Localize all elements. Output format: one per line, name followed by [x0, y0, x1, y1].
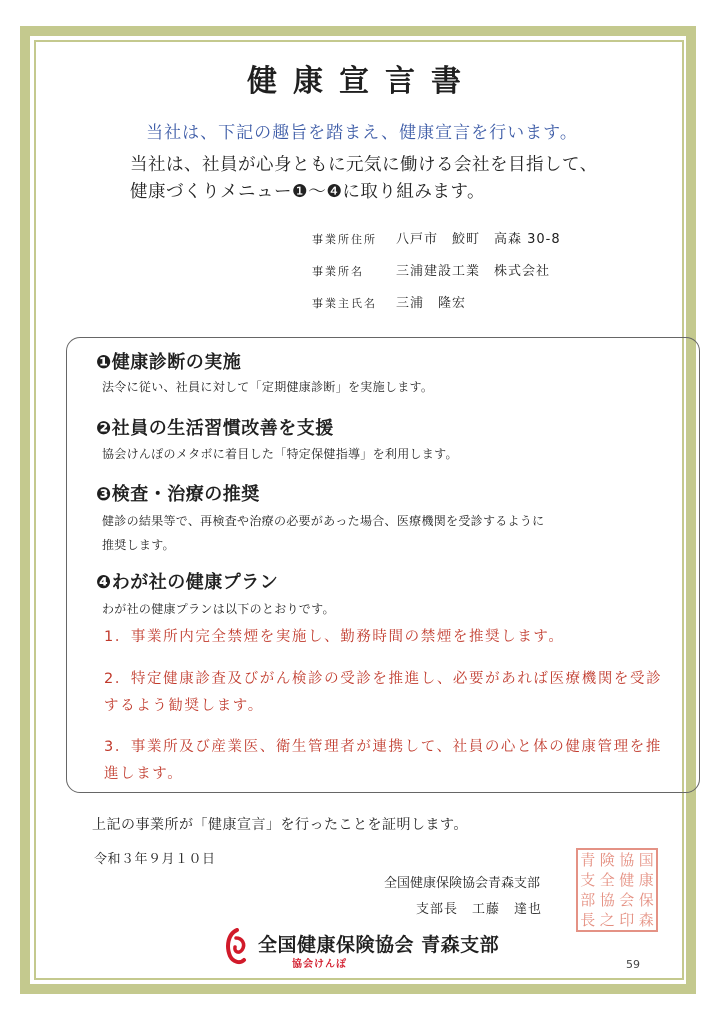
association-logo-subtext: 協会けんぽ — [292, 959, 347, 970]
seal-char: 協 — [619, 851, 635, 869]
intro-statement: 当社は、下記の趣旨を踏まえ、健康宣言を行います。 — [146, 123, 578, 143]
issuer-branch: 全国健康保険協会青森支部 — [384, 876, 541, 891]
intro-line-2: 健康づくりメニュー❶～❹に取り組みます。 — [130, 182, 485, 202]
company-name-row — [312, 260, 550, 279]
address-value: 八戸市 鮫町 高森 30-8 — [396, 232, 561, 247]
section-2-heading: ❷社員の生活習慣改善を支援 — [96, 418, 334, 439]
certification-text: 上記の事業所が「健康宣言」を行ったことを証明します。 — [92, 817, 468, 833]
section-4-heading: ❹わが社の健康プラン — [96, 572, 279, 593]
page-number: 59 — [626, 958, 640, 971]
document-title: 健康宣言書 — [247, 64, 477, 99]
issue-date: 令和３年９月１０日 — [94, 852, 216, 867]
official-seal-stamp — [576, 848, 658, 932]
section-1-text: 法令に従い、社員に対して「定期健康診断」を実施します。 — [102, 380, 434, 394]
owner-label: 事業主氏名 — [312, 297, 377, 310]
seal-char: 険 — [599, 851, 615, 869]
seal-char: 会 — [619, 891, 635, 909]
seal-char: 之 — [599, 911, 615, 929]
seal-char: 部 — [580, 891, 596, 909]
owner-value: 三浦 隆宏 — [396, 296, 467, 311]
address-row — [312, 228, 561, 247]
seal-char: 国 — [638, 851, 654, 869]
issuer-chief: 支部長 工藤 達也 — [416, 902, 543, 917]
plan-item-2: 2．特定健康診査及びがん検診の受診を推進し、必要があれば医療機関を受診するよう勧奨します。 — [104, 671, 663, 714]
seal-char: 全 — [599, 871, 615, 889]
company-name-value: 三浦建設工業 株式会社 — [396, 264, 551, 279]
section-3-text-line-2: 推奨します。 — [102, 538, 175, 552]
seal-char: 協 — [599, 891, 615, 909]
address-label: 事業所住所 — [312, 233, 377, 246]
section-2-text: 協会けんぽのメタボに着目した「特定保健指導」を利用します。 — [102, 447, 458, 461]
seal-char: 青 — [580, 851, 596, 869]
intro-body — [130, 152, 690, 206]
seal-char: 健 — [619, 871, 635, 889]
section-4-text: わが社の健康プランは以下のとおりです。 — [102, 602, 335, 616]
section-3-text-line-1: 健診の結果等で、再検査や治療の必要があった場合、医療機関を受診するように — [102, 514, 545, 528]
intro-line-1: 当社は、社員が心身ともに元気に働ける会社を目指して、 — [130, 155, 598, 175]
seal-char: 森 — [638, 911, 654, 929]
seal-char: 康 — [638, 871, 654, 889]
company-name-label: 事業所名 — [312, 265, 364, 278]
association-logo-text: 全国健康保険協会 青森支部 — [258, 934, 500, 956]
owner-row — [312, 292, 466, 311]
section-3-heading: ❸検査・治療の推奨 — [96, 484, 260, 505]
seal-char: 保 — [638, 891, 654, 909]
seal-char: 支 — [580, 871, 596, 889]
plan-item-3: 3．事業所及び産業医、衛生管理者が連携して、社員の心と体の健康管理を推進します。 — [104, 739, 662, 782]
seal-char: 印 — [619, 911, 635, 929]
kyokai-kenpo-logo-icon — [224, 928, 250, 966]
section-1-heading: ❶健康診断の実施 — [96, 352, 242, 373]
plan-item-1: 1．事業所内完全禁煙を実施し、勤務時間の禁煙を推奨します。 — [104, 629, 565, 645]
menu-box — [66, 337, 700, 793]
seal-char: 長 — [580, 911, 596, 929]
